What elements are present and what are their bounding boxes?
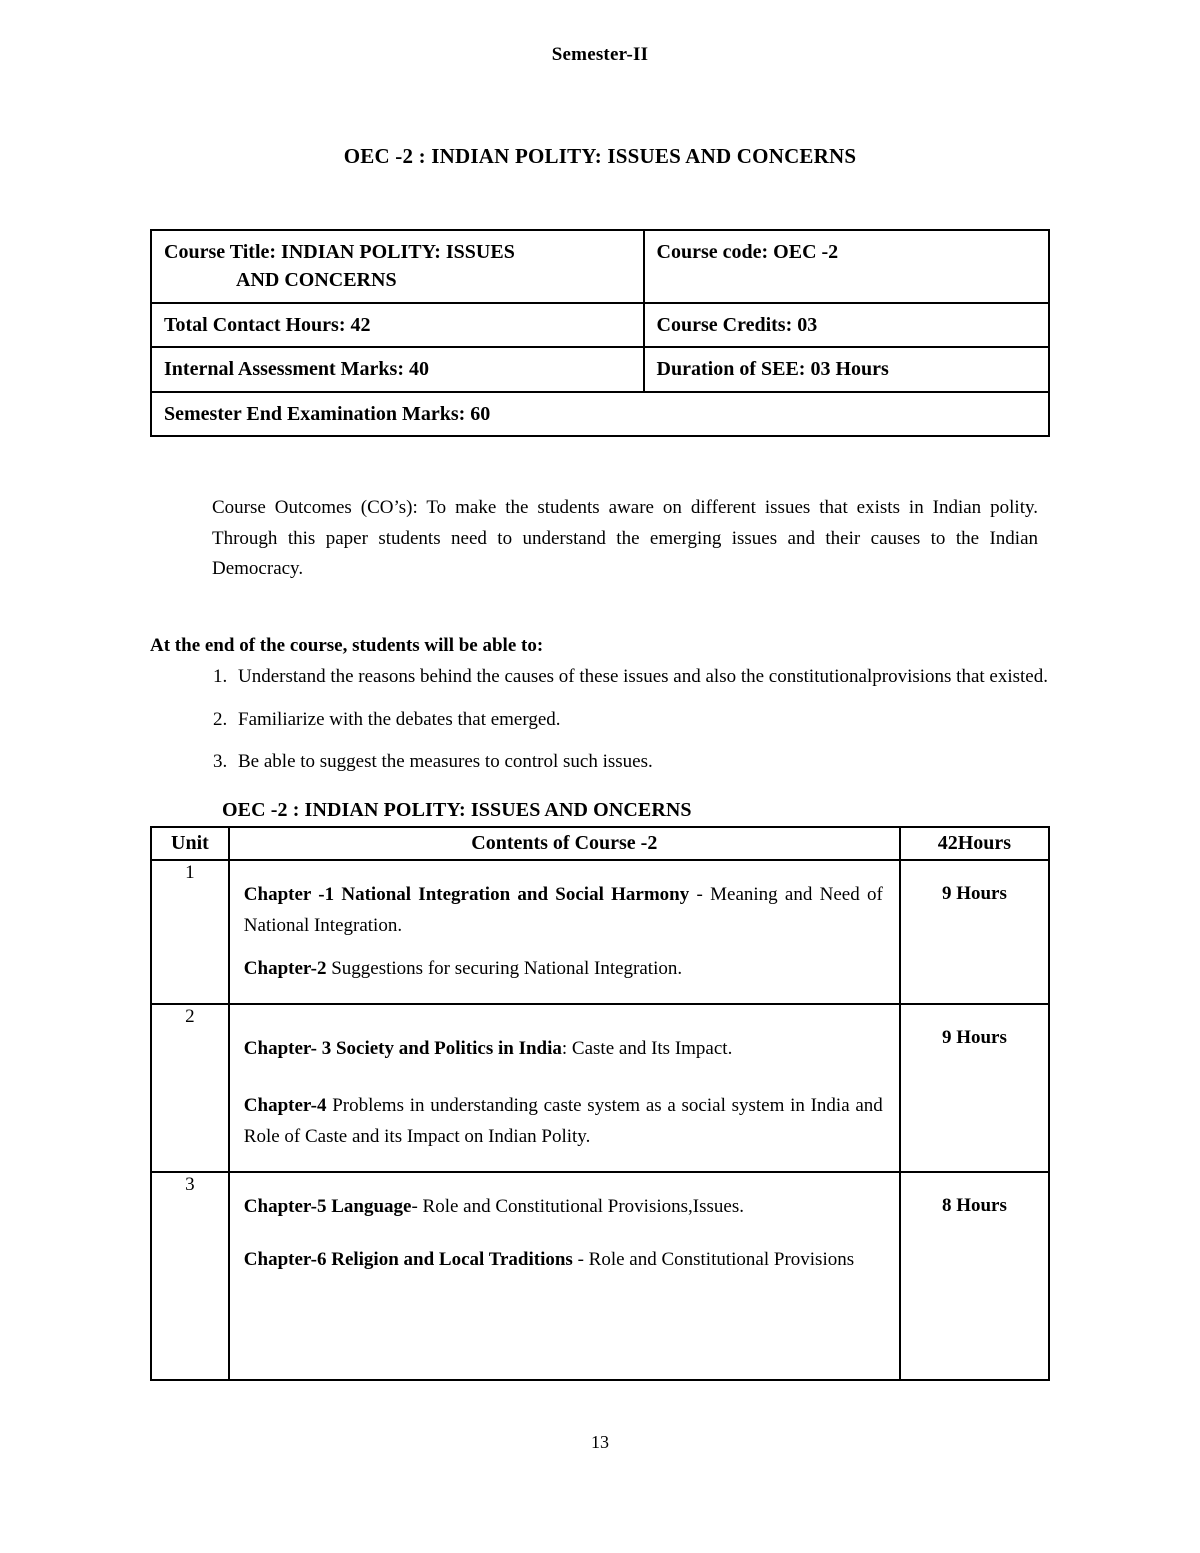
chapter-label: Chapter-4 xyxy=(243,1095,327,1117)
table-row xyxy=(151,392,1049,436)
chapter-entry xyxy=(244,953,883,984)
duration-see-cell: Duration of SEE: 03 Hours xyxy=(644,347,1049,391)
course-title-line2: AND CONCERNS xyxy=(236,269,397,292)
chapter-text: - Meaning and Need of National Integration. xyxy=(243,883,883,937)
table-row xyxy=(151,303,1049,347)
unit-number: 3 xyxy=(151,1172,229,1380)
unit-contents xyxy=(229,860,900,1004)
unit-hours: 8 Hours xyxy=(900,1172,1049,1380)
outcome-list xyxy=(150,663,1050,777)
table-row xyxy=(151,1004,1049,1172)
chapter-text: Suggestions for securing National Integration. xyxy=(326,958,683,980)
chapter-label: Chapter-6 Religion and Local Traditions xyxy=(243,1249,573,1271)
chapter-text: Problems in understanding caste system as a social system in India and Role of Caste and its Impact on Indian Polity. xyxy=(243,1095,883,1148)
chapter-entry xyxy=(244,1033,883,1064)
course-info-table xyxy=(150,229,1050,437)
course-title-cell xyxy=(151,230,644,303)
course-code-cell: Course code: OEC -2 xyxy=(644,230,1049,303)
chapter-label: Chapter-2 xyxy=(243,958,327,980)
page-title: OEC -2 : INDIAN POLITY: ISSUES AND CONCERNS xyxy=(343,144,857,168)
able-to-heading: At the end of the course, students will be able to: xyxy=(150,635,544,657)
unit-hours: 9 Hours xyxy=(900,860,1049,1004)
course-title-line1: Course Title: INDIAN POLITY: ISSUES xyxy=(164,241,515,263)
total-contact-hours-cell: Total Contact Hours: 42 xyxy=(151,303,644,347)
list-item: 1. Understand the reasons behind the causes of these issues and also the constitutionalprovisions that existed. xyxy=(232,663,1050,692)
chapter-label: Chapter -1 National Integration and Social Harmony xyxy=(243,883,690,905)
chapter-text: : Caste and Its Impact. xyxy=(561,1037,733,1059)
table-row xyxy=(151,1172,1049,1380)
column-header-hours: 42Hours xyxy=(900,827,1049,860)
table-row xyxy=(151,347,1049,391)
unit-number: 2 xyxy=(151,1004,229,1172)
chapter-entry xyxy=(244,1244,883,1275)
list-item: 2. Familiarize with the debates that emerged. xyxy=(232,706,1050,735)
internal-assessment-cell: Internal Assessment Marks: 40 xyxy=(151,347,644,391)
table-header-row xyxy=(151,827,1049,860)
semester-end-exam-cell: Semester End Examination Marks: 60 xyxy=(151,392,1049,436)
chapter-entry xyxy=(244,879,883,942)
chapter-entry xyxy=(244,1090,883,1153)
page-number: 13 xyxy=(591,1432,609,1452)
unit-contents xyxy=(229,1172,900,1380)
unit-hours: 9 Hours xyxy=(900,1004,1049,1172)
chapter-label: Chapter- 3 Society and Politics in India xyxy=(243,1037,562,1059)
course-outcomes-paragraph: Course Outcomes (CO’s): To make the students aware on different issues that exists in Indian polity. Through this paper students need to understand the emerging issues and their causes to the Indian Democracy. xyxy=(212,496,1038,580)
course-contents-table xyxy=(150,826,1050,1381)
semester-header: Semester-II xyxy=(551,44,649,65)
table-row xyxy=(151,860,1049,1004)
column-header-unit: Unit xyxy=(151,827,229,860)
list-item: 3. Be able to suggest the measures to control such issues. xyxy=(232,748,1050,777)
table-row xyxy=(151,230,1049,303)
unit-number: 1 xyxy=(151,860,229,1004)
chapter-text: - Role and Constitutional Provisions,Issues. xyxy=(411,1195,744,1217)
chapter-text: - Role and Constitutional Provisions xyxy=(572,1249,855,1271)
chapter-label: Chapter-5 Language xyxy=(243,1195,412,1217)
course-credits-cell: Course Credits: 03 xyxy=(644,303,1049,347)
unit-contents xyxy=(229,1004,900,1172)
course-table-caption: OEC -2 : INDIAN POLITY: ISSUES AND ONCERNS xyxy=(222,798,692,821)
column-header-contents: Contents of Course -2 xyxy=(229,827,900,860)
chapter-entry xyxy=(244,1191,883,1222)
